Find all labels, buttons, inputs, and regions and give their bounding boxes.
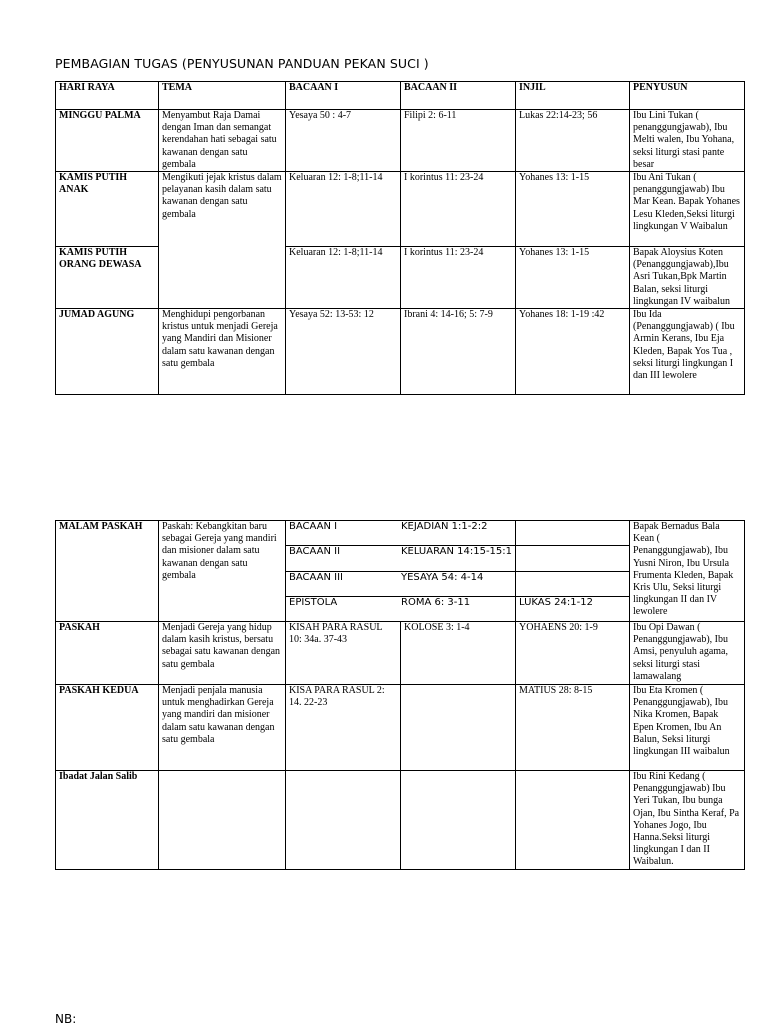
- table-row: [56, 685, 745, 771]
- hari-raya-cell: MALAM PASKAH: [56, 521, 159, 622]
- bacaan-ref: KEJADIAN 1:1-2:2: [401, 521, 488, 532]
- tema-cell: Menjadi Gereja yang hidup dalam kasih kristus, bersatu sebagai satu kawanan dengan satu gembala: [159, 622, 286, 685]
- penyusun-cell: Ibu Ani Tukan ( penanggungjawab) Ibu Mar Kean. Bapak Yohanes Lesu Kleden,Seksi liturgi lingkungan V Waibalun: [630, 172, 745, 247]
- header-hari-raya: HARI RAYA: [56, 82, 159, 110]
- penyusun-cell: Bapak Bernadus Bala Kean ( Penanggungjawab), Ibu Yusni Niron, Ibu Ursula Frumenta Kleden, Bapak Kris Ulu, Seksi liturgi lingkungan II dan IV lewolere: [630, 521, 745, 622]
- bacaan-label: BACAAN III: [289, 572, 343, 583]
- table-row: [56, 110, 745, 172]
- header-tema: TEMA: [159, 82, 286, 110]
- tema-cell: [159, 771, 286, 870]
- penyusun-cell: Bapak Aloysius Koten (Penanggungjawab),Ibu Asri Tukan,Bpk Martin Balan, seksi liturgi lingkungan IV waibalun: [630, 247, 745, 309]
- hari-raya-cell: PASKAH: [56, 622, 159, 685]
- bacaan2-cell: I korintus 11: 23-24: [401, 247, 516, 309]
- schedule-table-2: [55, 520, 745, 870]
- bacaan1-cell: Yesaya 50 : 4-7: [286, 110, 401, 172]
- bacaan1-cell: Keluaran 12: 1-8;11-14: [286, 247, 401, 309]
- penyusun-cell: Ibu Eta Kromen ( Penanggungjawab), Ibu Nika Kromen, Bapak Epen Kromen, Ibu An Balun, Seksi liturgi lingkungan III waibalun: [630, 685, 745, 771]
- header-penyusun: PENYUSUN: [630, 82, 745, 110]
- bacaan-ref: KELUARAN 14:15-15:1: [400, 546, 513, 557]
- schedule-table-1: [55, 81, 745, 395]
- hari-raya-cell: MINGGU PALMA: [56, 110, 159, 172]
- bacaan-label: BACAAN II: [289, 546, 341, 557]
- bacaan-merged-cell: [286, 597, 516, 622]
- bacaan-label: BACAAN I: [289, 521, 338, 532]
- table-row: [56, 172, 745, 247]
- penyusun-cell: Ibu Rini Kedang ( Penanggungjawab) Ibu Yeri Tukan, Ibu bunga Ojan, Ibu Sintha Keraf, Pa Yohanes Jogo, Ibu Hanna.Seksi liturgi lingkungan I dan II Waibalun.: [630, 771, 745, 870]
- table-row: [56, 622, 745, 685]
- nb-note: NB:: [55, 1012, 77, 1026]
- header-bacaan-1: BACAAN I: [286, 82, 401, 110]
- injil-cell: Yohanes 13: 1-15: [516, 172, 630, 247]
- hari-raya-cell: KAMIS PUTIH ANAK: [56, 172, 159, 247]
- tema-cell: Menjadi penjala manusia untuk menghadirkan Gereja yang mandiri dan misioner dalam satu kawanan dengan satu gembala: [159, 685, 286, 771]
- bacaan2-cell: I korintus 11: 23-24: [401, 172, 516, 247]
- hari-raya-cell: KAMIS PUTIH ORANG DEWASA: [56, 247, 159, 309]
- hari-raya-cell: Ibadat Jalan Salib: [56, 771, 159, 870]
- tema-cell: Mengikuti jejak kristus dalam pelayanan kasih dalam satu kawanan dengan satu gembala: [159, 172, 286, 309]
- injil-cell: Yohanes 13: 1-15: [516, 247, 630, 309]
- bacaan1-cell: KISA PARA RASUL 2: 14. 22-23: [286, 685, 401, 771]
- bacaan-ref: ROMA 6: 3-11: [401, 597, 471, 608]
- bacaan2-cell: [401, 771, 516, 870]
- page-title: PEMBAGIAN TUGAS (PENYUSUNAN PANDUAN PEKAN SUCI ): [55, 56, 429, 71]
- injil-cell: [516, 572, 630, 597]
- bacaan-label: EPISTOLA: [289, 597, 338, 608]
- injil-cell: LUKAS 24:1-12: [516, 597, 630, 622]
- bacaan-merged-cell: [286, 572, 516, 597]
- bacaan1-cell: Keluaran 12: 1-8;11-14: [286, 172, 401, 247]
- bacaan2-cell: KOLOSE 3: 1-4: [401, 622, 516, 685]
- penyusun-cell: Ibu Lini Tukan ( penanggungjawab), Ibu Melti walen, Ibu Yohana, seksi liturgi stasi pante besar: [630, 110, 745, 172]
- penyusun-cell: Ibu Opi Dawan ( Penanggungjawab), Ibu Amsi, penyuluh agama, seksi liturgi stasi lamawalang: [630, 622, 745, 685]
- table-row: [56, 521, 745, 546]
- penyusun-cell: Ibu Ida (Penanggungjawab) ( Ibu Armin Kerans, Ibu Eja Kleden, Bapak Yos Tua , seksi liturgi lingkungan I dan III lewolere: [630, 309, 745, 395]
- injil-cell: [516, 521, 630, 546]
- bacaan-merged-cell: [286, 546, 516, 572]
- hari-raya-cell: PASKAH KEDUA: [56, 685, 159, 771]
- bacaan2-cell: Filipi 2: 6-11: [401, 110, 516, 172]
- bacaan-ref: YESAYA 54: 4-14: [401, 572, 484, 583]
- injil-cell: YOHAENS 20: 1-9: [516, 622, 630, 685]
- table-row: [56, 771, 745, 870]
- tema-cell: Menyambut Raja Damai dengan Iman dan semangat kerendahan hati sebagai satu kawanan dengan satu gembala: [159, 110, 286, 172]
- table-header-row: [56, 82, 745, 110]
- bacaan2-cell: [401, 685, 516, 771]
- injil-cell: Lukas 22:14-23; 56: [516, 110, 630, 172]
- injil-cell: Yohanes 18: 1-19 :42: [516, 309, 630, 395]
- bacaan1-cell: Yesaya 52: 13-53: 12: [286, 309, 401, 395]
- bacaan1-cell: [286, 771, 401, 870]
- bacaan1-cell: KISAH PARA RASUL 10: 34a. 37-43: [286, 622, 401, 685]
- bacaan2-cell: Ibrani 4: 14-16; 5: 7-9: [401, 309, 516, 395]
- header-injil: INJIL: [516, 82, 630, 110]
- injil-cell: MATIUS 28: 8-15: [516, 685, 630, 771]
- injil-cell: [516, 546, 630, 572]
- hari-raya-cell: JUMAD AGUNG: [56, 309, 159, 395]
- bacaan-merged-cell: [286, 521, 516, 546]
- tema-cell: Paskah: Kebangkitan baru sebagai Gereja yang mandiri dan misioner dalam satu kawanan dengan satu gembala: [159, 521, 286, 622]
- header-bacaan-2: BACAAN II: [401, 82, 516, 110]
- table-row: [56, 309, 745, 395]
- injil-cell: [516, 771, 630, 870]
- tema-cell: Menghidupi pengorbanan kristus untuk menjadi Gereja yang Mandiri dan Misioner dalam satu kawanan dengan satu gembala: [159, 309, 286, 395]
